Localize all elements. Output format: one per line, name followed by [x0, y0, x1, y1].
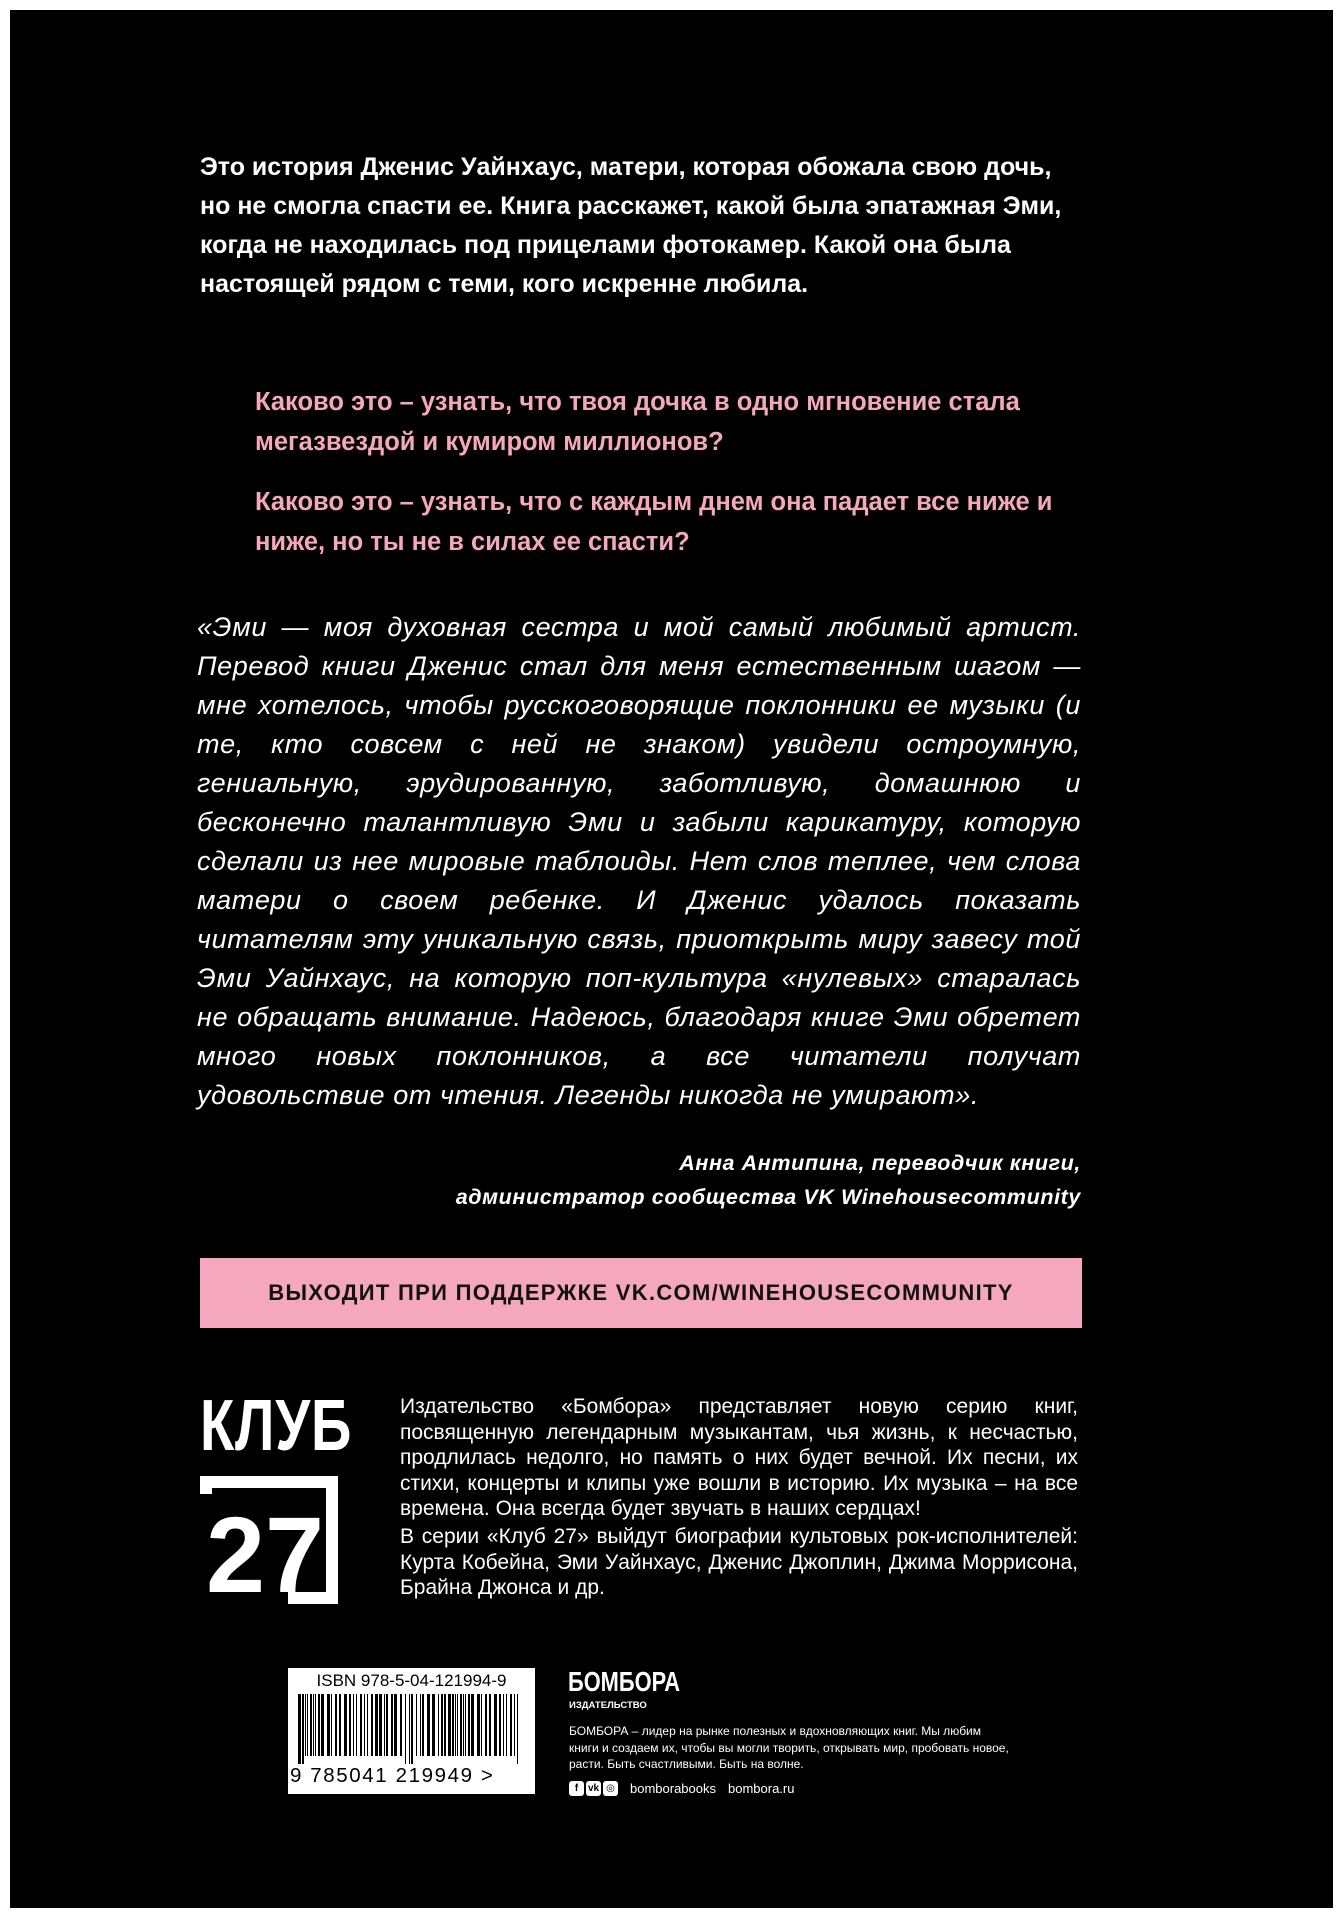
- facebook-icon: f: [569, 1781, 584, 1796]
- publisher-social: [569, 1781, 794, 1796]
- publisher-subtitle: ИЗДАТЕЛЬСТВО: [569, 1700, 647, 1711]
- barcode-bar: [367, 1694, 368, 1756]
- barcode-bar: [477, 1694, 480, 1756]
- barcode-bar: [438, 1694, 439, 1756]
- barcode-bar: [318, 1694, 320, 1756]
- barcode-bar: [411, 1694, 413, 1764]
- barcode-bar: [353, 1694, 354, 1756]
- barcode-bar: [499, 1694, 501, 1756]
- barcode-bar: [468, 1694, 470, 1756]
- barcode-bar: [302, 1694, 304, 1764]
- barcode-block: [288, 1668, 535, 1794]
- barcode-bar: [463, 1694, 464, 1756]
- barcode-bar: [394, 1694, 397, 1756]
- barcode-bar: [305, 1694, 306, 1756]
- barcode-bar: [344, 1694, 347, 1756]
- publisher-handle: bomborabooks: [630, 1781, 716, 1796]
- barcode-bar: [349, 1694, 351, 1756]
- barcode-digits: 9 785041 219949 >: [290, 1764, 495, 1787]
- barcode-bar: [321, 1694, 324, 1756]
- barcode-bar: [310, 1694, 312, 1756]
- question-2: Каково это – узнать, что с каждым днем она падает все ниже и ниже, но ты не в силах ее спасти?: [255, 488, 1053, 556]
- barcode-bar: [460, 1694, 462, 1756]
- series-description: Издательство «Бомбора» представляет новую серию книг, посвященную легендарным музыкантам, чья жизнь, к несчастью, продлилась недолго, но память о них будет вечной. Их песни, их стихи, концерты и клипы уже вошли в историю. Их музыка – на все времена. Она всегда будет звучать в наших сердцах!: [400, 1395, 1078, 1520]
- barcode-bar: [307, 1694, 308, 1756]
- barcode-bar: [371, 1694, 373, 1756]
- barcode-bar: [422, 1694, 424, 1756]
- barcode-bar: [416, 1694, 417, 1756]
- barcode-bar: [455, 1694, 456, 1756]
- publisher-site: bombora.ru: [728, 1781, 795, 1796]
- barcode-bar: [471, 1694, 474, 1756]
- barcode-bar: [384, 1694, 385, 1756]
- barcode-bar: [465, 1694, 466, 1756]
- barcode-bar: [360, 1694, 362, 1756]
- instagram-icon: ◎: [603, 1781, 618, 1796]
- club-27-logo: [200, 1476, 338, 1604]
- barcode-bar: [444, 1694, 446, 1756]
- vk-icon: vk: [586, 1781, 601, 1796]
- barcode-bar: [313, 1694, 314, 1756]
- barcode-bar: [391, 1694, 393, 1756]
- publisher-logo: БОМБОРА: [568, 1666, 680, 1697]
- attribution-line-1: Анна Антипина, переводчик книги,: [679, 1151, 1081, 1175]
- barcode-bar: [517, 1694, 518, 1764]
- barcode-bar: [494, 1694, 497, 1756]
- barcode-bar: [420, 1694, 421, 1756]
- barcode-bar: [514, 1694, 515, 1756]
- barcode-bar: [375, 1694, 378, 1756]
- attribution-line-2: администратор сообщества VK Winehousecommunity: [455, 1185, 1081, 1209]
- series-authors: В серии «Клуб 27» выйдут биографии культовых рок-исполнителей: Курта Кобейна, Эми Уайнхаус, Дженис Джоплин, Джима Моррисона, Брайна Джонса и др.: [400, 1525, 1078, 1599]
- translator-quote: «Эми — моя духовная сестра и мой самый любимый артист. Перевод книги Дженис стал для меня естественным шагом — мне хотелось, чтобы русскоговорящие поклонники ее музыки (и те, кто совсем с ней не знаком) увидели остроумную, гениальную, эрудированную, заботливую, домашнюю и бесконечно талантливую Эми и забыли карикатуру, которую сделали из нее мировые таблоиды. Нет слов теплее, чем слова матери о своем ребенке. И Дженис удалось показать читателям эту уникальную связь, приоткрыть миру завесу той Эми Уайнхаус, на которую поп-культура «нулевых» старалась не обращать внимание. Надеюсь, благодаря книге Эми обретет много новых поклонников, а все читатели получат удовольствие от чтения. Легенды никогда не умирают».: [197, 612, 1081, 1110]
- barcode-bar: [457, 1694, 458, 1756]
- question-1: Каково это – узнать, что твоя дочка в одно мгновение стала мегазвездой и кумиром миллионов?: [255, 388, 1020, 456]
- barcode-bar: [441, 1694, 443, 1756]
- barcode-bar: [327, 1694, 330, 1756]
- barcode-icon: [298, 1694, 525, 1764]
- barcode-bar: [386, 1694, 388, 1756]
- club-logo-number: 27: [206, 1494, 324, 1604]
- barcode-bar: [335, 1694, 337, 1756]
- barcode-bar: [409, 1694, 410, 1764]
- barcode-bar: [448, 1694, 451, 1756]
- barcode-bar: [489, 1694, 491, 1756]
- barcode-bar: [339, 1694, 341, 1756]
- barcode-bar: [427, 1694, 430, 1756]
- club-logo-word: КЛУБ: [200, 1386, 353, 1466]
- barcode-bar: [485, 1694, 487, 1756]
- barcode-bar: [298, 1694, 301, 1764]
- barcode-bar: [364, 1694, 365, 1756]
- barcode-bar: [356, 1694, 357, 1756]
- barcode-bar: [331, 1694, 332, 1756]
- barcode-bar: [506, 1694, 507, 1756]
- support-banner: ВЫХОДИТ ПРИ ПОДДЕРЖКЕ VK.COM/WINEHOUSECOMMUNITY: [200, 1258, 1082, 1328]
- barcode-bar: [400, 1694, 402, 1756]
- isbn-label: ISBN 978-5-04-121994-9: [316, 1671, 507, 1690]
- barcode-bar: [510, 1694, 512, 1756]
- barcode-bar: [379, 1694, 382, 1756]
- barcode-bar: [503, 1694, 504, 1756]
- intro-paragraph: Это история Дженис Уайнхаус, матери, которая обожала свою дочь, но не смогла спасти ее. Книга расскажет, какой была эпатажная Эми, когда не находилась под прицелами фотокамер. Какой она была настоящей рядом с теми, кого искренне любила.: [200, 153, 1062, 298]
- barcode-bar: [452, 1694, 454, 1756]
- barcode-bar: [405, 1694, 406, 1764]
- barcode-bar: [481, 1694, 482, 1756]
- barcode-bar: [315, 1694, 316, 1756]
- barcode-bar: [432, 1694, 435, 1756]
- publisher-description: БОМБОРА – лидер на рынке полезных и вдохновляющих книг. Мы любим книги и создаем их, чтобы вы могли творить, открывать мир, пробовать новое, расти. Быть счастливыми. Быть на волне.: [569, 1724, 1009, 1771]
